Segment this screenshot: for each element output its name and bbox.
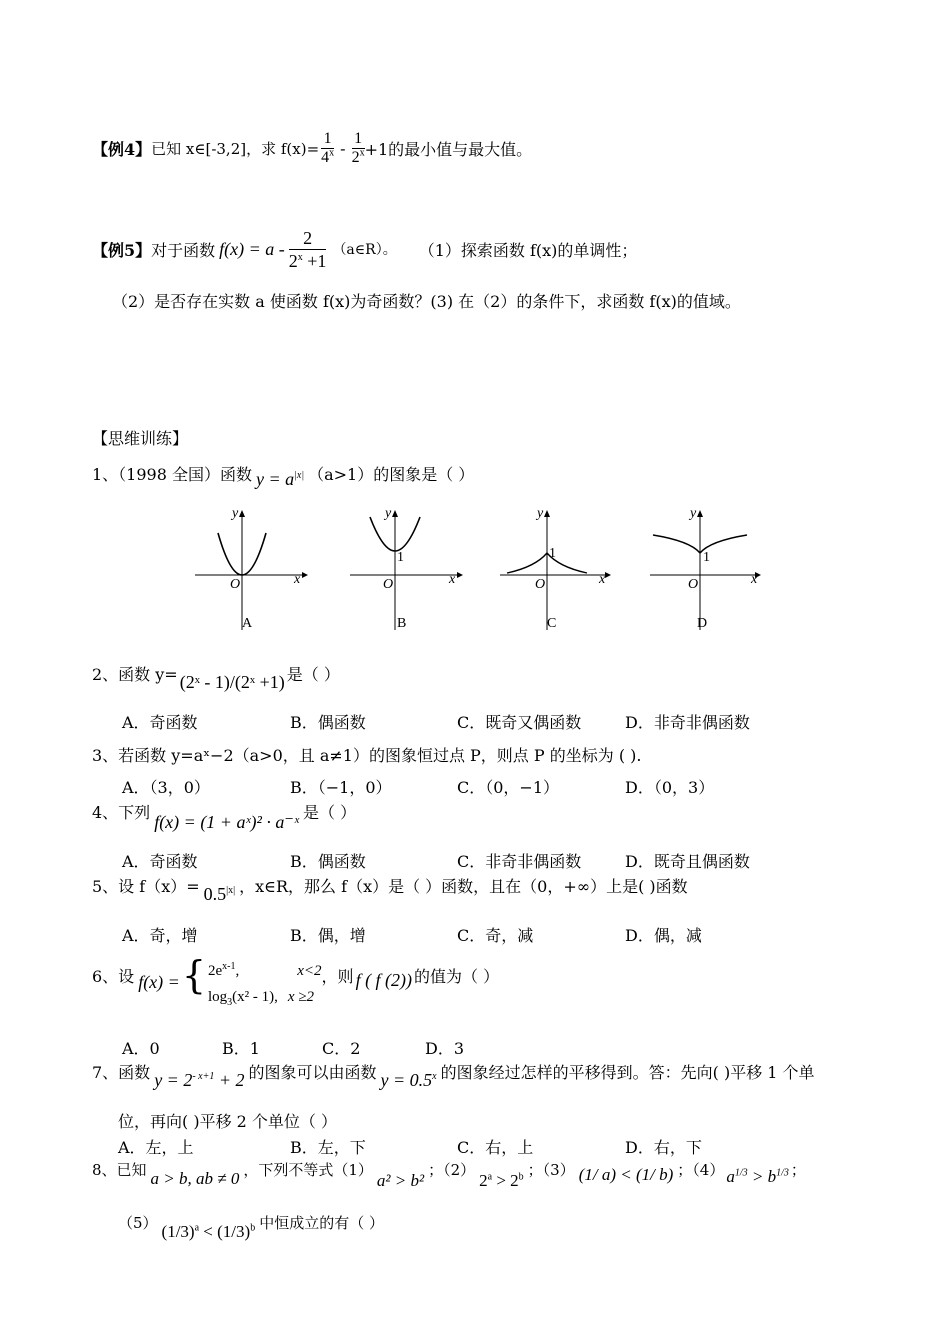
q8-ineq-5: $(1/3)^a < (1/3)^b$ [161, 1222, 256, 1241]
one-label: 1 [397, 550, 404, 565]
question-3: 3、若函数 y=aˣ−2（a>0，且 a≠1）的图象恒过点 P，则点 P 的坐标为 ( ). [92, 746, 642, 765]
question-8: 8、已知 a > b, ab ≠ 0 ，下列不等式（1） a² > b² ；（2） $2^a > 2^b$ ；（3） (1/ a) < (1/ b) ；（4） $a^{1/3} > b^{1/3}$ ； [92, 1161, 806, 1190]
q5-option-d[interactable]: D．偶，减 [625, 926, 702, 945]
q8-ineq-1: a² > b² [376, 1171, 425, 1190]
origin-label: O [535, 577, 546, 592]
example-5-q1: （1）探索函数 f(x)的单调性； [418, 240, 638, 260]
example-5-fx: f(x) = a - [219, 238, 285, 259]
q7-formula1: $y = 2^{- x+1} + 2$ [154, 1070, 245, 1090]
q6-brace: { [181, 953, 206, 997]
one-label: 1 [703, 550, 710, 565]
q6-option-b[interactable]: B．1 [222, 1039, 260, 1058]
q2-option-d[interactable]: D．非奇非偶函数 [625, 713, 750, 732]
q8-ineq-4: $a^{1/3} > b^{1/3}$ [726, 1167, 789, 1186]
q4-option-c[interactable]: C．非奇非偶函数 [457, 852, 582, 871]
q2-option-b[interactable]: B．偶函数 [290, 713, 366, 732]
q5-option-b[interactable]: B．偶，增 [290, 926, 366, 945]
q6-option-c[interactable]: C．2 [322, 1039, 361, 1058]
axis-x-label: x [294, 572, 301, 587]
q8-ineq-3: (1/ a) < (1/ b) [578, 1165, 674, 1184]
axis-y-label: y [690, 506, 697, 521]
q7-option-a[interactable]: A．左，上 [118, 1138, 194, 1157]
q8-ineq-2: $2^a > 2^b$ [479, 1171, 524, 1190]
axis-x-label: x [751, 572, 758, 587]
question-2: 2、函数 y= (2ˣ - 1)/(2ˣ +1) 是（ ） [92, 665, 340, 692]
axis-x-label: x [449, 572, 456, 587]
example-5-q2: （2）是否存在实数 a 使函数 f(x)为奇函数？(3) 在（2）的条件下，求函数 f(x)的值域。 [112, 292, 741, 311]
q4-option-d[interactable]: D．既奇且偶函数 [625, 852, 750, 871]
q6-fx: f(x) = [138, 972, 180, 992]
q4-option-a[interactable]: A．奇函数 [122, 852, 198, 871]
example-5 [92, 226, 637, 272]
q7-option-c[interactable]: C．右，上 [457, 1138, 534, 1157]
section-title: 【思维训练】 [92, 429, 189, 448]
q6-cases: $2e^{x-1}$, x<2 $\log_3(x^2 - 1)$, x ≥2 [208, 961, 322, 1008]
example-5-tag: 【例5】 [92, 240, 152, 260]
q6-option-d[interactable]: D．3 [425, 1039, 465, 1058]
q3-option-d[interactable]: D．（0，3） [625, 778, 715, 797]
q6-option-a[interactable]: A．0 [122, 1039, 160, 1058]
q3-option-c[interactable]: C．（0，−1） [457, 778, 560, 797]
q7-formula2: $y = 0.5^x$ [380, 1070, 437, 1090]
question-1: 1、（1998 全国）函数 $y = a^{|x|}$ （a>1）的图象是（ ） [92, 465, 475, 489]
q2-formula: (2ˣ - 1)/(2ˣ +1) [179, 672, 285, 692]
question-7: 7、函数 $y = 2^{- x+1} + 2$ 的图象可以由函数 $y = 0.5^x$ 的图象经过怎样的平移得到。答：先向( )平移 1 个单 [92, 1063, 815, 1090]
q8-cond: a > b, ab ≠ 0 [150, 1169, 240, 1188]
q5-formula: $0.5^{|x|}$ [203, 884, 236, 904]
q7-option-d[interactable]: D．右，下 [625, 1138, 702, 1157]
question-6: 6、设 f(x) = { $2e^{x-1}$, x<2 $\log_3(x^2 - 1)$, x ≥2 ，则 f ( f (2)) 的值为（ ） [92, 953, 500, 1008]
question-4: 4、下列 f(x) = (1 + aˣ)² · a⁻ˣ 是（ ） [92, 803, 357, 832]
origin-label: O [383, 577, 394, 592]
graph-a-label: A [242, 616, 253, 631]
origin-label: O [230, 577, 241, 592]
example-4-pre: 已知 x∈[-3,2]，求 f(x)= [151, 139, 320, 158]
fraction-1-over-2x: $\frac{1}{2^x}$ [351, 129, 365, 166]
q2-option-c[interactable]: C．既奇又偶函数 [457, 713, 582, 732]
example-4: 【例4】 已知 x∈[-3,2]，求 f(x)= $\frac{1}{4^x}$ - $\frac{1}{2^x}$ +1的最小值与最大值。 [92, 129, 533, 166]
q4-formula: f(x) = (1 + aˣ)² · a⁻ˣ [154, 812, 300, 832]
axis-y-label: y [385, 506, 392, 521]
fraction-2-over-2x-plus-1: $\frac{2}{2^x +1}$ [288, 227, 327, 271]
graph-b-label: B [397, 616, 407, 631]
one-label: 1 [549, 546, 556, 561]
q5-option-c[interactable]: C．奇，减 [457, 926, 534, 945]
fraction-1-over-4x: $\frac{1}{4^x}$ [321, 129, 335, 166]
question-8-line2: （5） $(1/3)^a < (1/3)^b$ 中恒成立的有（ ） [118, 1214, 384, 1241]
example-5-pre: 对于函数 [151, 240, 216, 260]
q5-option-a[interactable]: A．奇，增 [122, 926, 198, 945]
example-5-cond: （a∈R）。 [332, 242, 397, 258]
q7-option-b[interactable]: B．左，下 [290, 1138, 366, 1157]
graph-d-label: D [697, 616, 708, 631]
axis-y-label: y [232, 506, 239, 521]
q3-option-a[interactable]: A．（3，0） [122, 778, 210, 797]
q1-formula: $y = a^{|x|}$ [256, 469, 305, 489]
example-4-tag: 【例4】 [92, 139, 152, 159]
q4-option-b[interactable]: B．偶函数 [290, 852, 366, 871]
example-4-post: +1的最小值与最大值。 [364, 139, 533, 159]
axis-y-label: y [537, 506, 544, 521]
q6-formula2: f ( f (2)) [355, 970, 413, 990]
axis-x-label: x [599, 572, 606, 587]
question-5: 5、设 f（x）= $0.5^{|x|}$ ，x∈R，那么 f（x）是（ ）函数，且在（0，+∞）上是( )函数 [92, 877, 688, 904]
q2-option-a[interactable]: A．奇函数 [122, 713, 198, 732]
question-7-line2: 位，再向( )平移 2 个单位（ ） [118, 1112, 338, 1131]
graph-c-label: C [547, 616, 557, 631]
q3-option-b[interactable]: B．（−1，0） [290, 778, 392, 797]
origin-label: O [688, 577, 699, 592]
